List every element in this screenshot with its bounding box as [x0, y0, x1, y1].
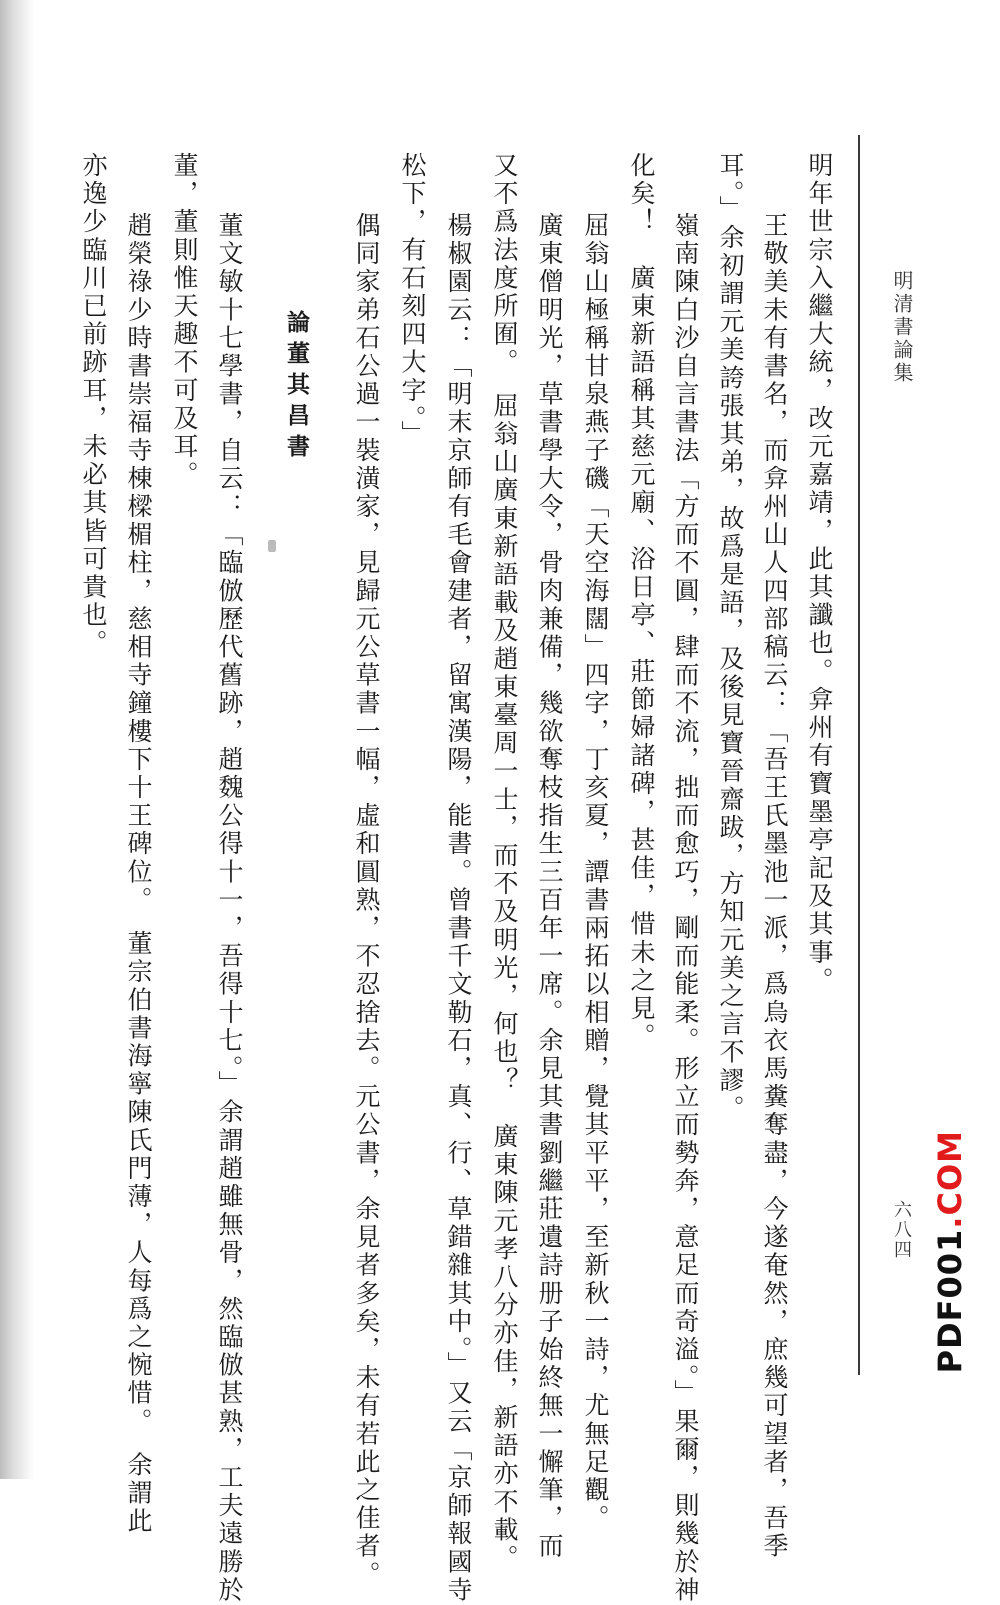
text-column-7: 廣東僧明光，草書學大令，骨肉兼備，幾欲奪枝指生三百年一席。余見其書劉繼莊遺詩册子始終無一懈筆，而 [535, 212, 564, 1561]
text-column-6: 屈翁山極稱甘泉燕子磯「天空海闊」四字，丁亥夏，譚書兩拓以相贈，覺其平平，至新秋一詩，尤無足觀。 [581, 212, 610, 1533]
text-column-9: 楊椒園云：「明末京師有毛會建者，留寓漢陽，能書。曾書千文勒石，真、行、草錯雜其中。」又云「京師報國寺 [444, 212, 473, 1605]
text-column-3: 耳。」余初謂元美誇張其弟，故爲是語，及後見寶晉齋跋，方知元美之言不謬。 [716, 152, 745, 1123]
text-column-13: 董，董則惟天趣不可及耳。 [170, 152, 199, 490]
text-column-12: 董文敏十七學書，自云：「臨倣歷代舊跡，趙魏公得十一，吾得十七。」余謂趙雖無骨，然臨倣甚熟，工夫遠勝於 [215, 212, 244, 1605]
watermark-text-red: .COM [931, 1130, 969, 1229]
header-divider-rule [858, 135, 860, 1375]
page-gutter-shadow [0, 0, 34, 1479]
text-column-2: 王敬美未有書名，而弇州山人四部稿云：「吾王氏墨池一派，爲烏衣馬糞奪盡，今遂奄然，庶幾可望者，吾季 [760, 212, 789, 1561]
watermark-text-dark: PDF001 [931, 1228, 969, 1374]
text-column-8: 又不爲法度所囿。 屈翁山廣東新語載及趙東臺周一士，而不及明光，何也？ 廣東陳元孝八分亦佳，新語亦不載。 [490, 152, 519, 1573]
scan-smudge-mark [268, 540, 276, 552]
watermark-logo [928, 1130, 972, 1374]
text-column-15: 亦逸少臨川已前跡耳，未必其皆可貴也。 [79, 152, 108, 658]
running-header-title: 明清書論集 [890, 270, 914, 385]
text-column-10: 松下，有石刻四大字。」 [398, 152, 427, 449]
page-number: 六八四 [891, 1200, 912, 1260]
section-heading: 論董其昌書 [283, 310, 310, 465]
text-column-11: 偶同家弟石公過一裝潢家，見歸元公草書一幅，虛和圓熟，不忍捨去。元公書，余見者多矣，未有若此之佳者。 [352, 212, 381, 1589]
text-column-1: 明年世宗入繼大統，改元嘉靖，此其讖也。弇州有寶墨亭記及其事。 [805, 152, 834, 995]
text-column-5: 化矣！ 廣東新語稱其慈元廟、浴日亭、莊節婦諸碑，甚佳，惜未之見。 [627, 152, 656, 1052]
text-column-14: 趙榮祿少時書崇福寺棟樑楣柱，慈相寺鐘樓下十王碑位。 董宗伯書海寧陳氏門薄，人每爲之惋惜。 余謂此 [124, 212, 153, 1536]
text-column-4: 嶺南陳白沙自言書法「方而不圓，肆而不流，拙而愈巧，剛而能柔。形立而勢奔，意足而奇溢。」果爾，則幾於神 [671, 212, 700, 1605]
